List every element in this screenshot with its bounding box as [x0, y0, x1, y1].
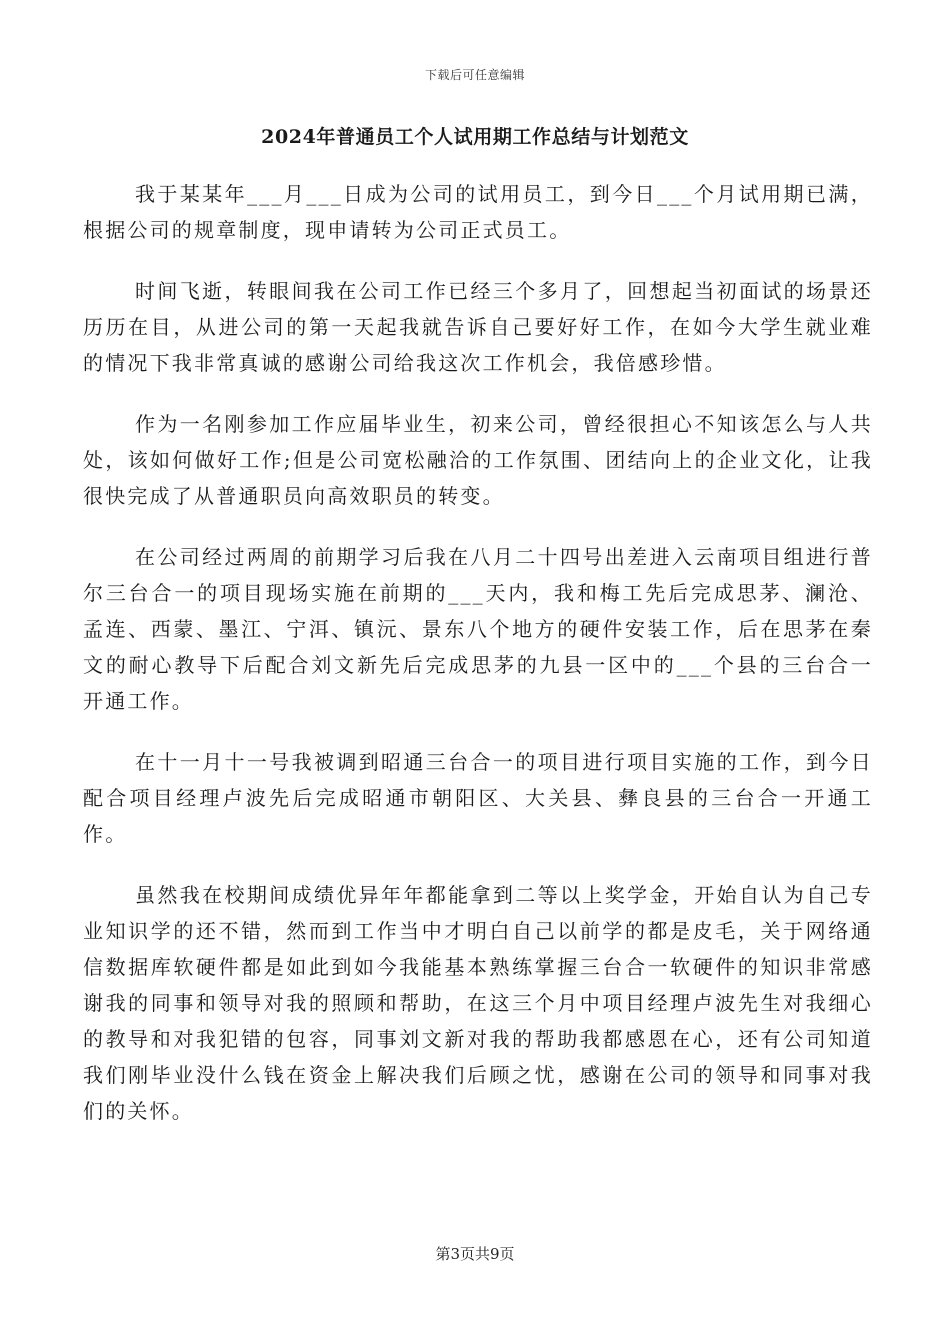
paragraph-6: 虽然我在校期间成绩优异年年都能拿到二等以上奖学金，开始自认为自己专业知识学的还不错，然而到工作当中才明白自己以前学的都是皮毛，关于网络通信数据库软硬件都是如此到如今我能基本熟练掌握三台合一软硬件的知识非常感谢我的同事和领导对我的照顾和帮助，在这三个月中项目经理卢波先生对我细心的教导和对我犯错的包容，同事刘文新对我的帮助我都感恩在心，还有公司知道我们刚毕业没什么钱在资金上解决我们后顾之忧，感谢在公司的领导和同事对我们的关怀。	[83, 883, 873, 1123]
page-number: 第3页共9页	[435, 1245, 515, 1263]
header-note: 下载后可任意编辑	[424, 68, 525, 82]
paragraph-4: 在公司经过两周的前期学习后我在八月二十四号出差进入云南项目组进行普尔三台合一的项目现场实施在前期的___天内，我和梅工先后完成思茅、澜沧、孟连、西蒙、墨江、宁洱、镇沅、景东八个地方的硬件安装工作，后在思茅在秦文的耐心教导下后配合刘文新先后完成思茅的九县一区中的___个县的三台合一开通工作。	[83, 545, 873, 713]
paragraph-3: 作为一名刚参加工作应届毕业生，初来公司，曾经很担心不知该怎么与人共处，该如何做好工作;但是公司宽松融洽的工作氛围、团结向上的企业文化，让我很快完成了从普通职员向高效职员的转变。	[83, 412, 873, 508]
paragraph-2: 时间飞逝，转眼间我在公司工作已经三个多月了，回想起当初面试的场景还历历在目，从进公司的第一天起我就告诉自己要好好工作，在如今大学生就业难的情况下我非常真诚的感谢公司给我这次工作机会，我倍感珍惜。	[83, 279, 873, 375]
document-title: 2024年普通员工个人试用期工作总结与计划范文	[261, 126, 689, 148]
paragraph-5: 在十一月十一号我被调到昭通三台合一的项目进行项目实施的工作，到今日配合项目经理卢波先后完成昭通市朝阳区、大关县、彝良县的三台合一开通工作。	[83, 750, 873, 846]
paragraph-1: 我于某某年___月___日成为公司的试用员工，到今日___个月试用期已满，根据公司的规章制度，现申请转为公司正式员工。	[83, 182, 873, 242]
document-body	[83, 176, 873, 1154]
